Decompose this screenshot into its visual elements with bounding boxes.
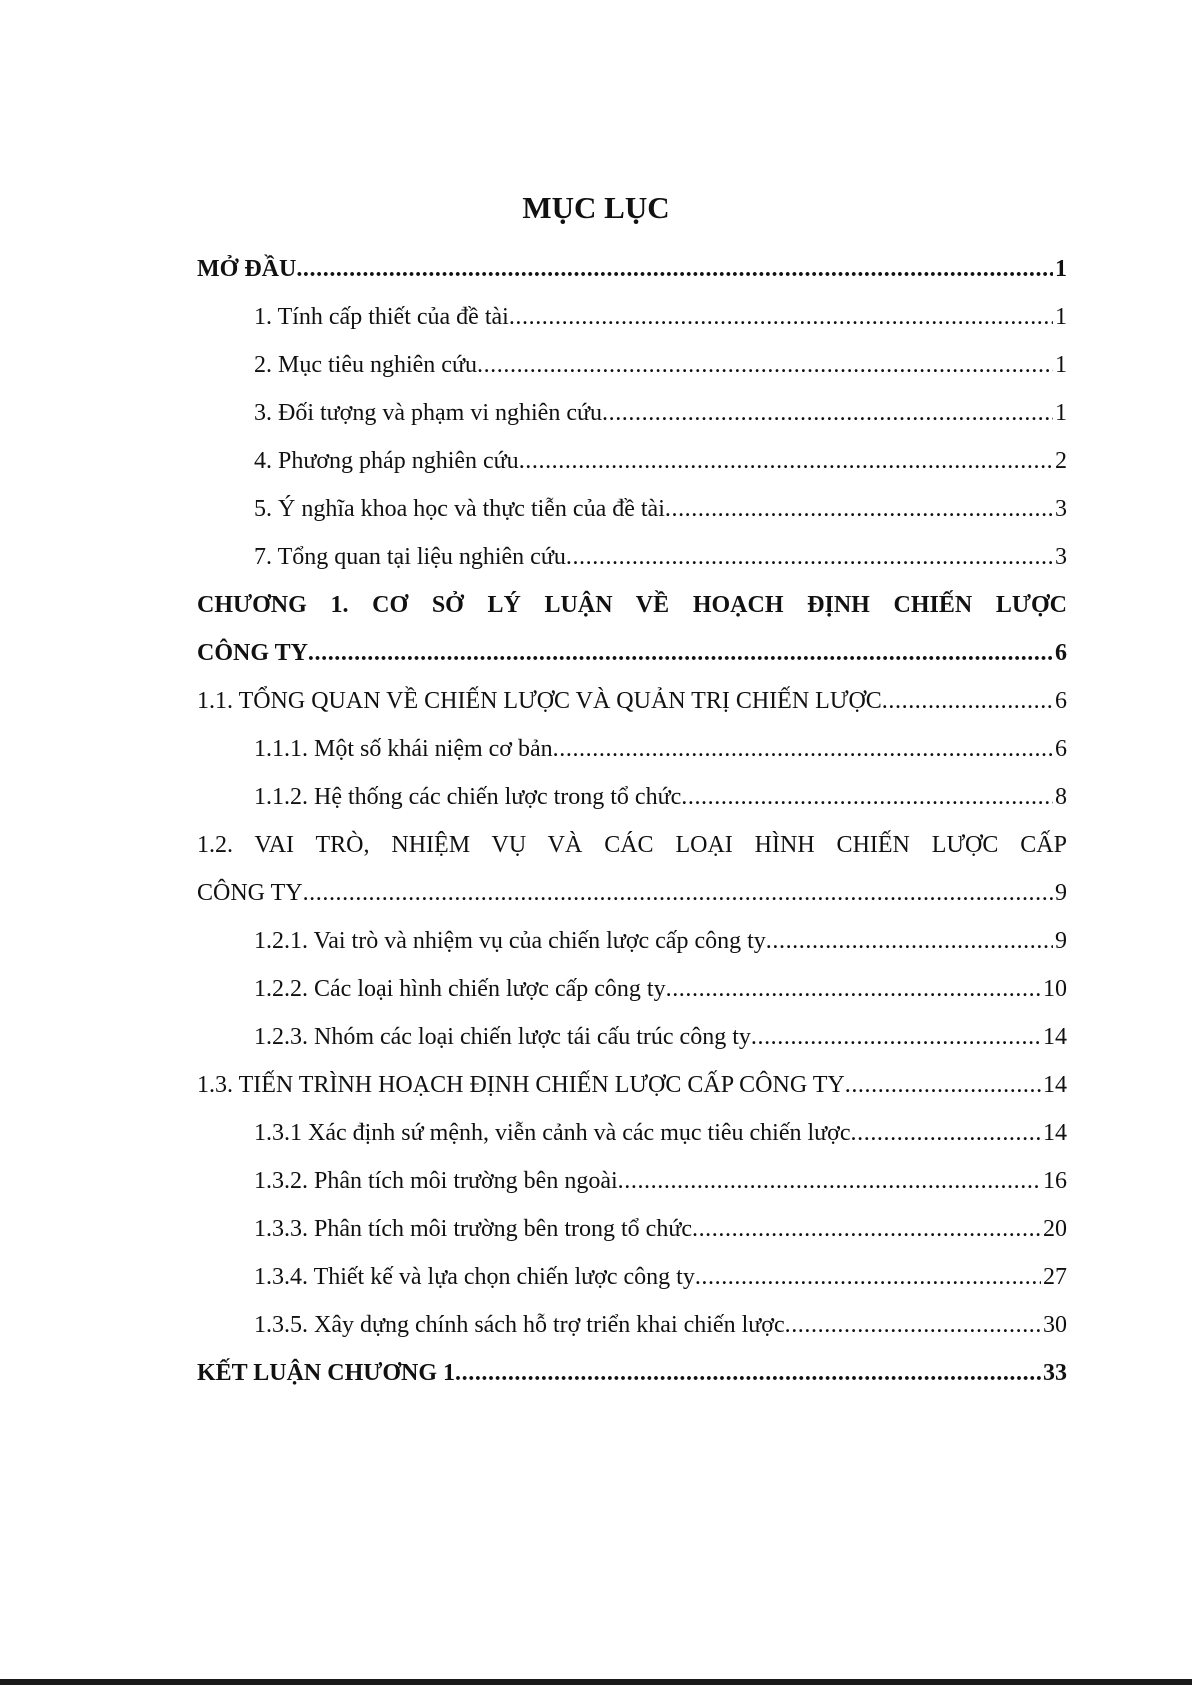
- toc-page-number: 1: [1055, 352, 1067, 378]
- toc-entry-title: 1.1.1. Một số khái niệm cơ bản: [254, 736, 553, 762]
- toc-entry[interactable]: [197, 293, 1067, 341]
- toc-page-number: 6: [1055, 736, 1067, 762]
- toc-entry-title: 2. Mục tiêu nghiên cứu: [254, 352, 477, 378]
- toc-entry-title: MỞ ĐẦU: [197, 256, 297, 282]
- toc-entry[interactable]: [197, 389, 1067, 437]
- toc-entry[interactable]: [197, 1157, 1067, 1205]
- toc-page-number: 6: [1055, 640, 1067, 666]
- dot-leader: [695, 1253, 1041, 1301]
- dot-leader: [882, 677, 1053, 725]
- toc-page-number: 3: [1055, 496, 1067, 522]
- toc-entry[interactable]: [197, 533, 1067, 581]
- toc-entry-title: 1.2.1. Vai trò và nhiệm vụ của chiến lược cấp công ty: [254, 928, 766, 954]
- toc-page-number: 8: [1055, 784, 1067, 810]
- toc-page-number: 1: [1055, 304, 1067, 330]
- toc-entry-section-1-2[interactable]: [197, 821, 1067, 917]
- toc-entry-title: 1.3.1 Xác định sứ mệnh, viễn cảnh và các mục tiêu chiến lược: [254, 1120, 851, 1146]
- toc-entry[interactable]: [197, 725, 1067, 773]
- dot-leader: [455, 1349, 1041, 1397]
- toc-page-number: 14: [1043, 1072, 1067, 1098]
- dot-leader: [665, 485, 1053, 533]
- toc-entry-title-line-2: CÔNG TY: [197, 880, 303, 906]
- toc-entry-title: KẾT LUẬN CHƯƠNG 1: [197, 1360, 456, 1386]
- dot-leader: [519, 437, 1053, 485]
- toc-entry[interactable]: [197, 1349, 1067, 1397]
- toc-entry-title: 7. Tổng quan tại liệu nghiên cứu: [254, 544, 566, 570]
- toc-page-number: 2: [1055, 448, 1067, 474]
- dot-leader: [681, 773, 1053, 821]
- dot-leader: [692, 1205, 1041, 1253]
- dot-leader: [477, 341, 1053, 389]
- toc-entry[interactable]: [197, 245, 1067, 293]
- dot-leader: [602, 389, 1053, 437]
- toc-entry-title: 1.3.5. Xây dựng chính sách hỗ trợ triển khai chiến lược: [254, 1312, 785, 1338]
- dot-leader: [296, 245, 1053, 293]
- toc-entry-title: 1.3.2. Phân tích môi trường bên ngoài: [254, 1168, 618, 1194]
- toc-page-number: 33: [1043, 1360, 1067, 1386]
- dot-leader: [566, 533, 1053, 581]
- dot-leader: [851, 1109, 1041, 1157]
- toc-page-number: 6: [1055, 688, 1067, 714]
- dot-leader: [845, 1061, 1041, 1109]
- table-of-contents: [197, 245, 1067, 1397]
- toc-page-number: 1: [1055, 256, 1067, 282]
- toc-page-number: 30: [1043, 1312, 1067, 1338]
- page-bottom-edge: [0, 1679, 1192, 1685]
- dot-leader: [303, 869, 1053, 917]
- toc-entry[interactable]: [197, 341, 1067, 389]
- toc-entry[interactable]: [197, 1205, 1067, 1253]
- toc-entry-title: 1.3. TIẾN TRÌNH HOẠCH ĐỊNH CHIẾN LƯỢC CẤP CÔNG TY: [197, 1072, 845, 1098]
- toc-entry-title: 1.2.2. Các loại hình chiến lược cấp công ty: [254, 976, 666, 1002]
- toc-entry[interactable]: [197, 1013, 1067, 1061]
- toc-entry-title: 1.2.3. Nhóm các loại chiến lược tái cấu trúc công ty: [254, 1024, 751, 1050]
- dot-leader: [308, 629, 1053, 677]
- toc-entry[interactable]: [197, 773, 1067, 821]
- toc-page-number: 10: [1043, 976, 1067, 1002]
- toc-entry-title: 1.1.2. Hệ thống các chiến lược trong tổ chức: [254, 784, 682, 810]
- toc-entry[interactable]: [197, 485, 1067, 533]
- toc-entry[interactable]: [197, 677, 1067, 725]
- toc-page-number: 9: [1055, 928, 1067, 954]
- toc-page-number: 9: [1055, 880, 1067, 906]
- toc-entry[interactable]: [197, 1253, 1067, 1301]
- dot-leader: [785, 1301, 1041, 1349]
- toc-entry-title-line-2-row: [197, 629, 1067, 677]
- toc-entry[interactable]: [197, 917, 1067, 965]
- toc-page-number: 3: [1055, 544, 1067, 570]
- toc-entry-title: 3. Đối tượng và phạm vi nghiên cứu: [254, 400, 602, 426]
- toc-page-number: 27: [1043, 1264, 1067, 1290]
- toc-entry-title-line-1: CHƯƠNG 1. CƠ SỞ LÝ LUẬN VỀ HOẠCH ĐỊNH CHIẾN LƯỢC: [197, 592, 1067, 618]
- toc-entry-title: 1.3.4. Thiết kế và lựa chọn chiến lược công ty: [254, 1264, 695, 1290]
- toc-entry[interactable]: [197, 1301, 1067, 1349]
- toc-entry-title-line-1: 1.2. VAI TRÒ, NHIỆM VỤ VÀ CÁC LOẠI HÌNH CHIẾN LƯỢC CẤP: [197, 832, 1067, 858]
- toc-page-number: 16: [1043, 1168, 1067, 1194]
- toc-entry-title: 1.3.3. Phân tích môi trường bên trong tổ chức: [254, 1216, 692, 1242]
- toc-entry-title-line-2-row: [197, 869, 1067, 917]
- toc-entry-title-line-2: CÔNG TY: [197, 640, 308, 666]
- toc-page-number: 14: [1043, 1120, 1067, 1146]
- dot-leader: [553, 725, 1053, 773]
- dot-leader: [766, 917, 1053, 965]
- toc-page-number: 1: [1055, 400, 1067, 426]
- toc-entry[interactable]: [197, 965, 1067, 1013]
- dot-leader: [666, 965, 1041, 1013]
- toc-entry-title: 1. Tính cấp thiết của đề tài: [254, 304, 509, 330]
- page-title: MỤC LỤC: [522, 190, 670, 225]
- toc-page-number: 20: [1043, 1216, 1067, 1242]
- dot-leader: [509, 293, 1053, 341]
- toc-entry-chapter-1[interactable]: [197, 581, 1067, 677]
- dot-leader: [618, 1157, 1041, 1205]
- toc-entry[interactable]: [197, 437, 1067, 485]
- dot-leader: [751, 1013, 1041, 1061]
- toc-entry-title: 1.1. TỔNG QUAN VỀ CHIẾN LƯỢC VÀ QUẢN TRỊ CHIẾN LƯỢC: [197, 688, 882, 714]
- toc-entry-title: 5. Ý nghĩa khoa học và thực tiễn của đề tài: [254, 496, 665, 522]
- toc-page-number: 14: [1043, 1024, 1067, 1050]
- toc-entry[interactable]: [197, 1061, 1067, 1109]
- toc-entry-title: 4. Phương pháp nghiên cứu: [254, 448, 519, 474]
- toc-entry[interactable]: [197, 1109, 1067, 1157]
